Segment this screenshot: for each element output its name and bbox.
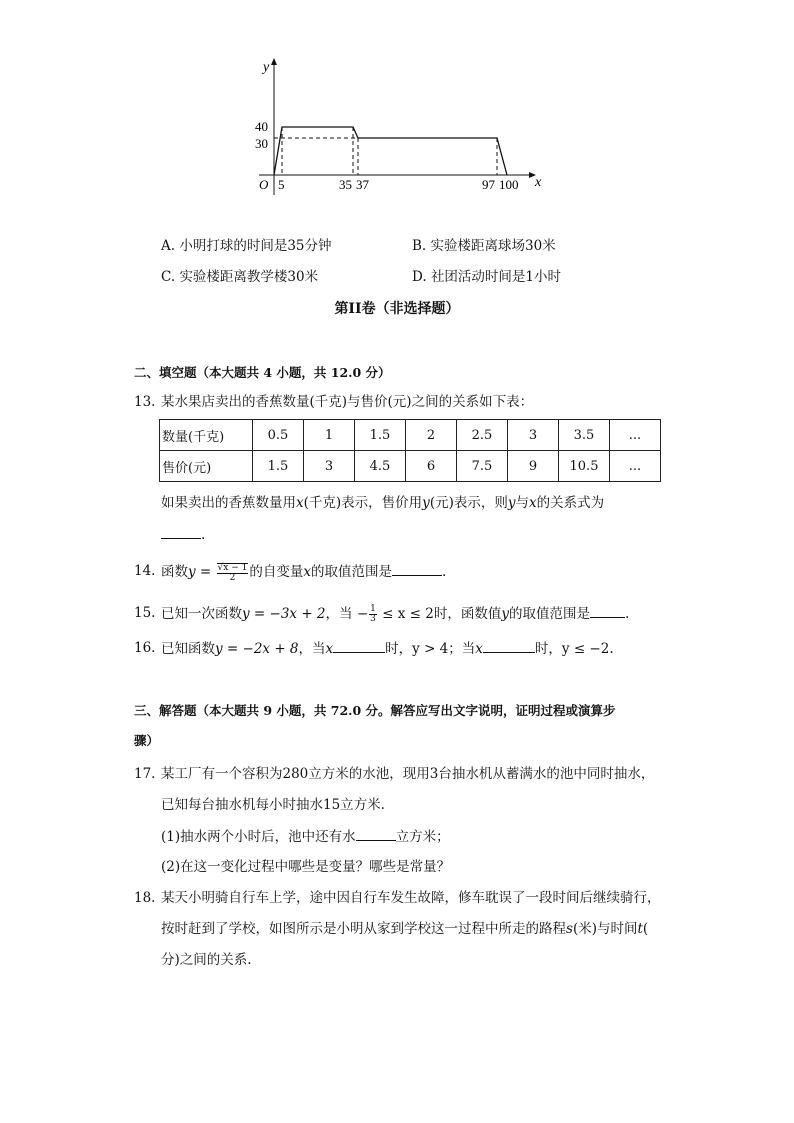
table-cell: 9 (508, 451, 559, 482)
q17-sub1 (161, 826, 450, 847)
text-run: 立方米； (395, 829, 450, 845)
table-cell: 0.5 (253, 420, 304, 451)
option-c (161, 267, 318, 287)
option-text: 实验楼距离教学楼30米 (179, 269, 319, 285)
table-header-cell: 数量(千克) (160, 420, 253, 451)
var-x: x (296, 495, 304, 511)
q18-line3: 分)之间的关系. (161, 952, 252, 968)
text-run: 的取值范围是 (310, 564, 392, 580)
fraction (217, 563, 249, 583)
table-cell: 3.5 (559, 420, 610, 451)
section3-title-cont: 骤） (134, 733, 160, 748)
text-run: ，当 (298, 641, 326, 657)
text-run: 如果卖出的香蕉数量用 (161, 495, 296, 511)
option-text: 社团活动时间是1小时 (430, 269, 562, 285)
fraction-denominator: 3 (370, 614, 376, 624)
table-row (160, 420, 661, 451)
graph-line (274, 127, 507, 175)
option-letter: B. (412, 238, 427, 254)
table-cell: 1.5 (253, 451, 304, 482)
text-run: 与 (515, 495, 529, 511)
option-letter: C. (161, 269, 176, 285)
answer-blank[interactable] (392, 561, 442, 576)
table-cell: ... (610, 420, 661, 451)
var-y: y (188, 564, 196, 580)
text-run: (1)抽水两个小时后，池中还有水 (161, 829, 356, 845)
q18-number: 18. (134, 890, 156, 906)
x-tick-37: 37 (356, 177, 369, 192)
text-run: 按时赶到了学校，如图所示是小明从家到学校这一过程中所走的路程 (161, 921, 566, 937)
text-run: ( (642, 921, 649, 937)
q17-line2: 已知每台抽水机每小时抽水15立方米. (161, 797, 385, 813)
fraction-numerator: 1 (370, 604, 376, 614)
q18-line1: 某天小明骑自行车上学，途中因自行车发生故障，修车耽误了一段时间后继续骑行， (161, 890, 661, 906)
option-letter: D. (412, 269, 427, 285)
option-d (412, 267, 561, 287)
x-tick-5: 5 (278, 177, 285, 192)
q18-line2 (161, 919, 648, 939)
q13-table (159, 419, 661, 482)
table-cell: 3 (304, 451, 355, 482)
x-tick-35: 35 (339, 177, 352, 192)
q16-text (161, 638, 614, 659)
option-letter: A. (161, 238, 176, 254)
table-cell: 4.5 (355, 451, 406, 482)
option-b (412, 236, 556, 256)
text-run: 已知一次函数 (161, 606, 242, 622)
option-text: 实验楼距离球场30米 (430, 238, 556, 254)
table-cell: 7.5 (457, 451, 508, 482)
table-cell: ... (610, 451, 661, 482)
var-t: t (637, 921, 643, 937)
function-graph (245, 55, 555, 200)
table-cell: 3 (508, 420, 559, 451)
table-cell: 1 (304, 420, 355, 451)
text-run: . (441, 564, 447, 580)
table-cell: 1.5 (355, 420, 406, 451)
text-run: 函数 (161, 564, 188, 580)
y-axis-label: y (263, 60, 270, 75)
var-x: x (325, 641, 334, 657)
q17-sub2: (2)在这一变化过程中哪些是变量？哪些是常量？ (161, 859, 451, 875)
section2-title: 二、填空题（本大题共 4 小题，共 12.0 分） (134, 365, 391, 380)
var-x: x (529, 495, 537, 511)
var-x: x (303, 564, 311, 580)
text-run: 时，y ≤ −2. (534, 641, 614, 657)
text-run: . (625, 606, 630, 622)
x-axis-label: x (535, 175, 542, 190)
text-run: 时，y > 4；当 (385, 641, 476, 657)
text-run: 已知函数 (161, 641, 215, 657)
y-axis-arrow (271, 58, 277, 65)
section3-title: 三、解答题（本大题共 9 小题，共 72.0 分。解答应写出文字说明，证明过程或演算步 (134, 703, 616, 718)
answer-blank[interactable] (161, 524, 201, 539)
answer-blank[interactable] (590, 603, 625, 618)
fraction-denominator: 2 (229, 572, 236, 583)
var-s: s (566, 921, 573, 937)
q13-answer-line (161, 524, 205, 545)
q15-number: 15. (134, 605, 156, 621)
y-tick-30: 30 (255, 136, 268, 151)
var-x: x (475, 641, 483, 657)
text-run: (米)与时间 (572, 921, 638, 937)
q14-text (161, 561, 446, 583)
y-tick-40: 40 (255, 119, 268, 134)
math-expression: y = −3x + 2 (242, 606, 326, 622)
text-run: (元)表示，则 (429, 495, 508, 511)
answer-blank[interactable] (356, 826, 396, 841)
q17-number: 17. (134, 766, 156, 782)
text-run: ≤ x ≤ 2时，函数值 (377, 606, 502, 622)
table-cell: 2.5 (457, 420, 508, 451)
text-run: 的关系式为 (536, 495, 605, 511)
option-text: 小明打球的时间是35分钟 (179, 238, 332, 254)
text-run: 的自变量 (249, 564, 304, 580)
text-run: = (195, 564, 216, 580)
table-row (160, 451, 661, 482)
text-run: ，当 − (325, 606, 369, 622)
fraction (369, 605, 377, 624)
x-tick-97: 97 (482, 177, 495, 192)
table-cell: 10.5 (559, 451, 610, 482)
q14-number: 14. (134, 563, 156, 579)
text-run: . (201, 527, 206, 543)
text-run: 的取值范围是 (509, 606, 591, 622)
option-a (161, 236, 332, 256)
q17-line1: 某工厂有一个容积为280立方米的水池，现用3台抽水机从蓄满水的池中同时抽水， (161, 766, 655, 782)
table-cell: 2 (406, 420, 457, 451)
origin-label: O (259, 177, 269, 192)
var-y: y (501, 606, 510, 622)
q13-text: 某水果店卖出的香蕉数量(千克)与售价(元)之间的关系如下表： (161, 394, 534, 410)
fraction-numerator: √x − 1 (217, 562, 248, 573)
table-header-cell: 售价(元) (160, 451, 253, 482)
q13-number: 13. (134, 394, 156, 410)
q16-number: 16. (134, 640, 156, 656)
answer-blank[interactable] (333, 638, 385, 653)
text-run: (千克)表示，售价用 (303, 495, 423, 511)
var-y: y (507, 495, 516, 511)
table-cell: 6 (406, 451, 457, 482)
part2-title: 第II卷（非选择题） (334, 301, 460, 317)
q13-follow (161, 493, 604, 513)
answer-blank[interactable] (483, 638, 535, 653)
q15-text (161, 603, 629, 624)
x-tick-100: 100 (499, 177, 519, 192)
var-y: y (422, 495, 430, 511)
math-expression: y = −2x + 8 (215, 641, 299, 657)
